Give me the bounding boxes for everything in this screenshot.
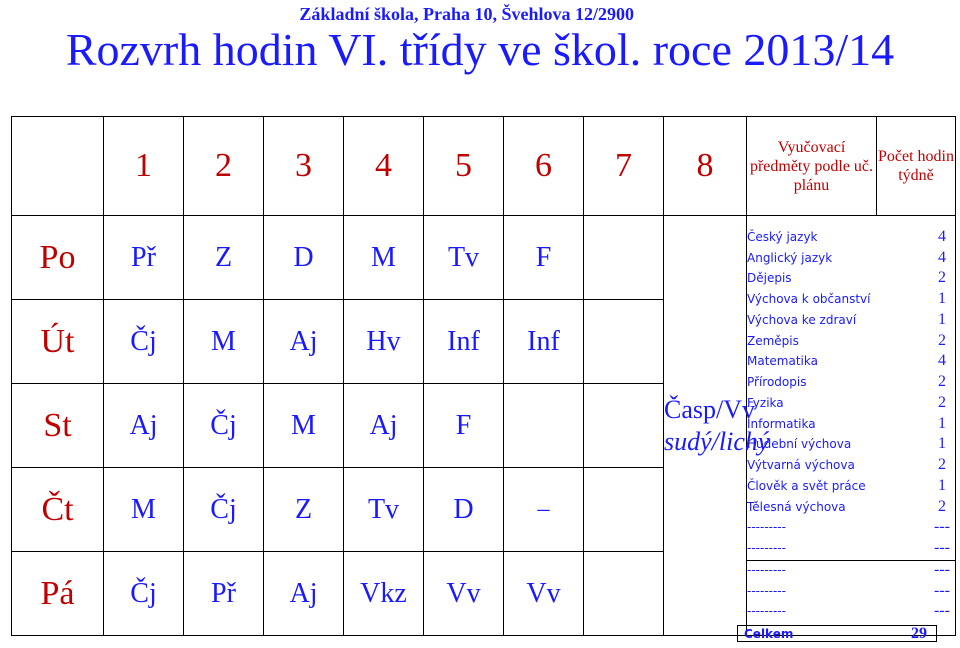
subject-hours: 2	[938, 269, 946, 287]
period-5: 5	[424, 117, 504, 216]
lesson-cell	[584, 216, 664, 300]
subject-row	[747, 602, 955, 623]
lesson-cell: Čj	[104, 300, 184, 384]
subject-name: Informatika	[747, 416, 816, 431]
lesson-cell	[584, 384, 664, 468]
subject-row	[747, 539, 955, 561]
subject-hours: 2	[938, 497, 946, 515]
subject-row	[747, 498, 955, 519]
casp-line1: Časp/Vv	[664, 394, 755, 424]
casp-line2: sudý/lichý	[664, 426, 770, 456]
subject-name: Dějepis	[747, 271, 792, 286]
day-label: Po	[12, 216, 104, 300]
subject-name: Výtvarná výchova	[747, 458, 855, 473]
period-8: 8	[664, 117, 747, 216]
subject-name: Výchova ke zdraví	[747, 312, 857, 327]
subject-name: ---------	[747, 583, 786, 598]
lesson-cell: F	[504, 216, 584, 300]
school-name: Základní škola, Praha 10, Švehlova 12/2900	[299, 4, 634, 24]
subject-hours: 2	[938, 456, 946, 474]
subject-hours: ---	[934, 560, 950, 578]
total-row	[737, 625, 937, 642]
subject-hours: ---	[934, 518, 950, 536]
lesson-cell	[584, 468, 664, 552]
lesson-cell: Tv	[424, 216, 504, 300]
subject-row	[747, 332, 955, 353]
subject-row	[747, 582, 955, 603]
subject-name: Český jazyk	[747, 229, 818, 244]
lesson-cell: –	[504, 468, 584, 552]
lesson-cell: D	[264, 216, 344, 300]
lesson-cell: Př	[104, 216, 184, 300]
subject-hours: 4	[938, 352, 946, 370]
day-label: Út	[12, 300, 104, 384]
lesson-cell: Aj	[264, 300, 344, 384]
subject-row	[747, 373, 955, 394]
subject-hours: 1	[938, 414, 946, 432]
subject-name: ---------	[747, 604, 786, 619]
subject-hours: ---	[934, 602, 950, 620]
day-label: St	[12, 384, 104, 468]
lesson-cell: Z	[184, 216, 264, 300]
subject-hours: 2	[938, 331, 946, 349]
subject-name: Tělesná výchova	[747, 499, 846, 514]
lesson-cell: Čj	[184, 384, 264, 468]
lesson-cell: Aj	[264, 552, 344, 636]
lesson-cell: Čj	[104, 552, 184, 636]
lesson-cell: Vkz	[344, 552, 424, 636]
timetable	[11, 116, 956, 636]
day-label: Čt	[12, 468, 104, 552]
subject-name: Výchova k občanství	[747, 292, 871, 307]
lesson-cell: Tv	[344, 468, 424, 552]
subject-row	[747, 311, 955, 332]
subject-hours: 1	[938, 310, 946, 328]
subject-hours: 2	[938, 393, 946, 411]
period-4: 4	[344, 117, 424, 216]
lesson-cell: Hv	[344, 300, 424, 384]
lesson-cell: Inf	[504, 300, 584, 384]
subject-hours: 4	[938, 227, 946, 245]
subject-name: Přírodopis	[747, 375, 807, 390]
subject-row	[747, 561, 955, 582]
subject-hours: ---	[934, 581, 950, 599]
subject-name: Matematika	[747, 354, 818, 369]
subject-hours: 1	[938, 435, 946, 453]
lesson-cell: M	[344, 216, 424, 300]
hours-header: Počet hodin týdně	[877, 117, 956, 216]
subject-row	[747, 477, 955, 498]
subject-row	[747, 456, 955, 477]
lesson-cell: Vv	[424, 552, 504, 636]
subject-row	[747, 290, 955, 311]
lesson-cell: Inf	[424, 300, 504, 384]
day-label: Pá	[12, 552, 104, 636]
corner-cell	[12, 117, 104, 216]
lesson-cell: Z	[264, 468, 344, 552]
subject-name: ---------	[747, 562, 786, 577]
lesson-cell	[584, 300, 664, 384]
lesson-cell	[504, 384, 584, 468]
lesson-cell: Př	[184, 552, 264, 636]
lesson-cell	[584, 552, 664, 636]
subject-hours: 1	[938, 476, 946, 494]
subject-name: Anglický jazyk	[747, 250, 833, 265]
page-title: Rozvrh hodin VI. třídy ve škol. roce 2013/14	[65, 24, 895, 75]
subject-list	[747, 216, 956, 636]
subject-row	[747, 249, 955, 270]
lesson-cell: Aj	[104, 384, 184, 468]
subject-row	[747, 352, 955, 373]
period-3: 3	[264, 117, 344, 216]
subject-hours: ---	[934, 539, 950, 557]
lesson-cell: Aj	[344, 384, 424, 468]
subject-name: Zeměpis	[747, 333, 799, 348]
subject-name: Hudební výchova	[747, 437, 852, 452]
subject-name: ---------	[747, 541, 786, 556]
subjects-header: Vyučovací předměty podle uč. plánu	[747, 117, 877, 216]
subject-hours: 4	[938, 248, 946, 266]
subject-name: Fyzika	[747, 395, 784, 410]
lesson-cell: M	[264, 384, 344, 468]
subject-row	[747, 415, 955, 436]
subject-row	[747, 518, 955, 539]
period-1: 1	[104, 117, 184, 216]
total-label: Celkem	[744, 626, 794, 641]
lesson-cell: Čj	[184, 468, 264, 552]
subject-row	[747, 228, 955, 249]
period-7: 7	[584, 117, 664, 216]
day-row-mon	[12, 216, 956, 300]
period-6: 6	[504, 117, 584, 216]
subject-row	[747, 435, 955, 456]
lesson-cell: Vv	[504, 552, 584, 636]
lesson-cell: F	[424, 384, 504, 468]
lesson-cell: D	[424, 468, 504, 552]
header-row	[12, 117, 956, 216]
subject-row	[747, 269, 955, 290]
subject-row	[747, 394, 955, 415]
subject-name: ---------	[747, 520, 786, 535]
subject-hours: 1	[938, 290, 946, 308]
subject-name: Člověk a svět práce	[747, 478, 866, 493]
lesson-cell: M	[104, 468, 184, 552]
lesson-cell: M	[184, 300, 264, 384]
total-hours: 29	[911, 624, 927, 642]
subject-hours: 2	[938, 373, 946, 391]
period-2: 2	[184, 117, 264, 216]
